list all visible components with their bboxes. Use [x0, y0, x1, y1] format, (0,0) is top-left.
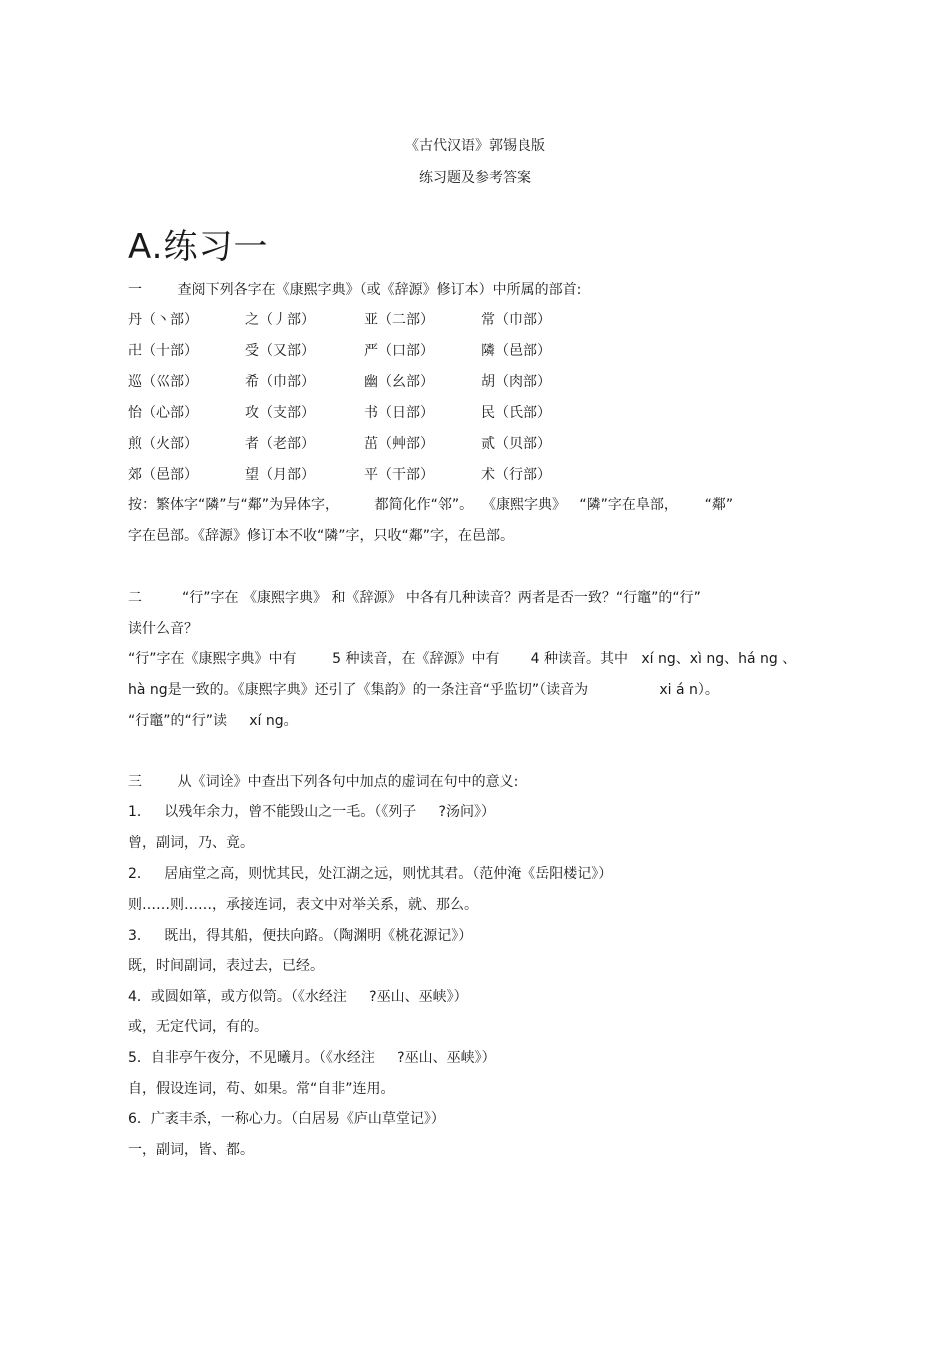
radical-cell: 茁（艸部） [364, 436, 434, 452]
radical-cell: 严（口部） [364, 343, 434, 359]
q3-item-question: 6．广袤丰杀，一称心力。（白居易《庐山草堂记》） [128, 1111, 445, 1127]
radical-cell: 贰（贝部） [481, 436, 551, 452]
q1-note-line: 按：繁体字“隣”与“鄰”为异体字， 都简化作“邻”。 《康熙字典》 “隣”字在阜部， “鄰” [128, 497, 734, 513]
radical-cell: 郊（邑部） [128, 467, 198, 483]
q3-item-question: 4．或圆如箪，或方似笥。（《水经注 ?巫山、巫峡》） [128, 989, 468, 1005]
radical-cell: 希（巾部） [245, 374, 315, 390]
section-heading: A.练习一 [128, 227, 269, 267]
radical-cell: 幽（幺部） [364, 374, 434, 390]
q3-prompt: 三 从《词诠》中查出下列各句中加点的虚词在句中的意义: [128, 774, 519, 790]
q3-item-answer: 一，副词，皆、都。 [128, 1142, 254, 1158]
radical-row [128, 466, 828, 484]
radical-cell: 隣（邑部） [481, 343, 551, 359]
radical-row [128, 373, 828, 391]
radical-cell: 平（干部） [364, 467, 434, 483]
q2-answer-line: “行竈”的“行”读 xí ng。 [128, 713, 298, 729]
q2-prompt-line: 二 “行”字在 《康熙字典》 和《辞源》 中各有几种读音？两者是否一致？“行竈”的“行” [128, 590, 701, 606]
q3-item-answer: 自，假设连词，苟、如果。常“自非”连用。 [128, 1081, 395, 1097]
q2-answer-line: hà ng是一致的。《康熙字典》还引了《集韵》的一条注音“乎监切”（读音为 xi á n）。 [128, 682, 719, 698]
radical-cell: 术（行部） [481, 467, 551, 483]
radical-cell: 之（丿部） [245, 312, 315, 328]
radical-row [128, 435, 828, 453]
q3-item-question: 3． 既出，得其船，便扶向路。（陶渊明《桃花源记》） [128, 928, 473, 944]
radical-cell: 怡（心部） [128, 405, 198, 421]
q1-note-line: 字在邑部。《辞源》修订本不收“隣”字，只收“鄰”字，在邑部。 [128, 528, 515, 544]
q2-prompt-line: 读什么音？ [128, 621, 198, 637]
radical-cell: 望（月部） [245, 467, 315, 483]
q3-item-question: 2． 居庙堂之高，则忧其民，处江湖之远，则忧其君。（范仲淹《岳阳楼记》） [128, 866, 613, 882]
q3-item-answer: 既，时间副词，表过去，已经。 [128, 958, 324, 974]
document-title: 《古代汉语》郭锡良版 [405, 138, 545, 154]
radical-row [128, 404, 828, 422]
radical-cell: 煎（火部） [128, 436, 198, 452]
q3-item-question: 5．自非亭午夜分，不见曦月。（《水经注 ?巫山、巫峡》） [128, 1050, 496, 1066]
radical-cell: 书（日部） [364, 405, 434, 421]
radical-cell: 常（巾部） [481, 312, 551, 328]
radical-cell: 者（老部） [245, 436, 315, 452]
radical-cell: 丹（丶部） [128, 312, 198, 328]
radical-cell: 卍（十部） [128, 343, 198, 359]
radical-cell: 巡（巛部） [128, 374, 198, 390]
radical-cell: 亚（二部） [364, 312, 434, 328]
q3-item-answer: 或，无定代词，有的。 [128, 1019, 268, 1035]
q1-prompt: 一 查阅下列各字在《康熙字典》（或《辞源》修订本）中所属的部首: [128, 282, 582, 298]
radical-row [128, 311, 828, 329]
q3-item-question: 1． 以残年余力，曾不能毁山之一毛。（《列子 ?汤问》） [128, 804, 495, 820]
q3-item-answer: 曾，副词，乃、竟。 [128, 835, 254, 851]
radical-cell: 民（氏部） [481, 405, 551, 421]
radical-cell: 攻（支部） [245, 405, 315, 421]
radical-cell: 受（又部） [245, 343, 315, 359]
radical-cell: 胡（肉部） [481, 374, 551, 390]
q3-item-answer: 则……则……，承接连词，表文中对举关系，就、那么。 [128, 897, 478, 913]
radical-row [128, 342, 828, 360]
document-subtitle: 练习题及参考答案 [419, 170, 531, 186]
q2-answer-line: “行”字在《康熙字典》中有 5 种读音，在《辞源》中有 4 种读音。其中 xí ng、xì ng、há ng 、 [128, 651, 797, 667]
